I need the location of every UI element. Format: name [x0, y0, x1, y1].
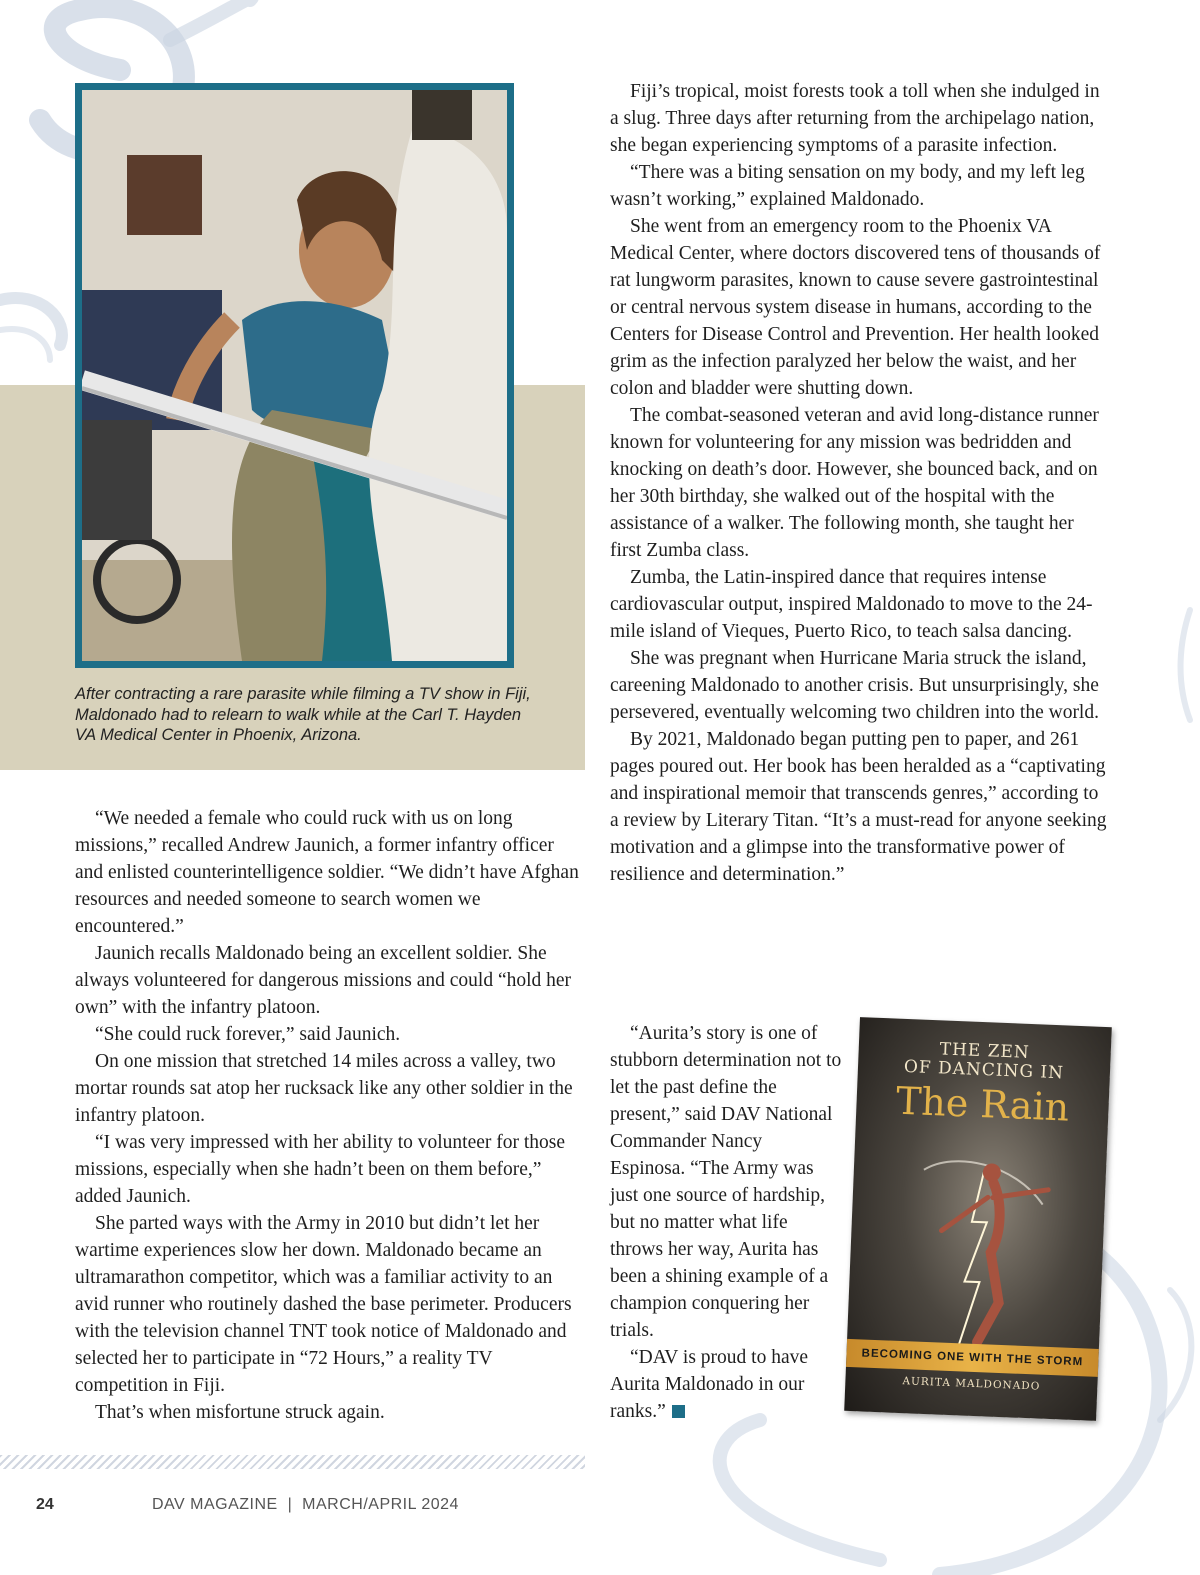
photo-caption: After contracting a rare parasite while filming a TV show in Fiji, Maldonado had to relearn to walk while at the Carl T. Hayden VA Medical Center in Phoenix, Arizona. — [75, 685, 531, 744]
book-title-line2: OF DANCING IN — [903, 1056, 1065, 1084]
article-column-right — [610, 78, 1110, 888]
photo-frame — [75, 83, 514, 668]
paragraph: By 2021, Maldonado began putting pen to paper, and 261 pages poured out. Her book has been heralded as a “captivating and inspirational memoir that transcends genres,” according to a review by Literary Titan. “It’s a must-read for anyone seeking motivation and a glimpse into the transformative power of resilience and determination.” — [610, 729, 1107, 885]
end-mark-icon — [672, 1405, 685, 1418]
page-footer — [0, 1496, 1200, 1526]
paragraph: Jaunich recalls Maldonado being an excellent soldier. She always volunteered for dangerous missions and could “hold her own” with the infantry platoon. — [75, 943, 572, 1018]
book-author: AURITA MALDONADO — [902, 1375, 1041, 1393]
paragraph-final — [610, 1344, 842, 1425]
decorative-hatch-divider — [0, 1455, 585, 1469]
paragraph: “We needed a female who could ruck with us on long missions,” recalled Andrew Jaunich, a former infantry officer and enlisted counterintelligence soldier. “We didn’t have Afghan resources and needed someone to search women we encountered.” — [75, 808, 579, 937]
book-title-main: The Rain — [895, 1078, 1071, 1130]
paragraph: “Aurita’s story is one of stubborn determination not to let the past define the present,” said DAV National Commander Nancy Espinosa. “The Army was just one source of hardship, but no matter what life throws her way, Aurita has been a shining example of a champion conquering her trials. — [610, 1023, 842, 1341]
paragraph: She was pregnant when Hurricane Maria struck the island, careening Maldonado to another crisis. But unsurprisingly, she persevered, eventually welcoming two children into the world. — [610, 648, 1099, 723]
paragraph: The combat-seasoned veteran and avid long-distance runner known for volunteering for any mission was bedridden and knocking on death’s door. However, she bounced back, and on her 30th birthday, she walked out of the hospital with the assistance of a walker. The following month, she taught her first Zumba class. — [610, 405, 1099, 561]
paragraph: “She could ruck forever,” said Jaunich. — [95, 1024, 401, 1045]
paragraph: That’s when misfortune struck again. — [95, 1402, 385, 1423]
rehabilitation-photo — [82, 90, 507, 661]
paragraph: “There was a biting sensation on my body, and my left leg wasn’t working,” explained Maldonado. — [610, 162, 1085, 210]
photo-illustration — [82, 90, 507, 661]
book-title-line1: THE ZEN — [939, 1039, 1031, 1063]
paragraph: Fiji’s tropical, moist forests took a toll when she indulged in a slug. Three days after returning from the archipelago nation, she began experiencing symptoms of a parasite infection. — [610, 81, 1100, 156]
final-quote: “DAV is proud to have Aurita Maldonado in our ranks.” — [610, 1347, 809, 1422]
page-number: 24 — [36, 1496, 54, 1513]
article-column-left — [75, 805, 583, 1426]
paragraph: She parted ways with the Army in 2010 but didn’t let her wartime experiences slow her down. Maldonado became an ultramarathon competitor, which was a familiar activity to an avid runner who routinely dashed the base perimeter. Producers with the television channel TNT took notice of Maldonado and selected her to participate in “72 Hours,” a reality TV competition in Fiji. — [75, 1213, 572, 1396]
paragraph: On one mission that stretched 14 miles across a valley, two mortar rounds sat atop her rucksack like any other soldier in the infantry platoon. — [75, 1051, 573, 1126]
book-subtitle: BECOMING ONE WITH THE STORM — [846, 1339, 1099, 1377]
paragraph: “I was very impressed with her ability to volunteer for those missions, especially when she hadn’t been on them before,” added Jaunich. — [75, 1132, 566, 1207]
paragraph: Zumba, the Latin-inspired dance that requires intense cardiovascular output, inspired Maldonado to move to the 24-mile island of Vieques, Puerto Rico, to teach salsa dancing. — [610, 567, 1093, 642]
book-cover — [844, 1017, 1112, 1421]
article-column-right-narrow — [610, 1020, 842, 1425]
paragraph: She went from an emergency room to the Phoenix VA Medical Center, where doctors discovered tens of thousands of rat lungworm parasites, known to cause severe gastrointestinal or central nervous system disease in humans, according to the Centers for Disease Control and Prevention. Her health looked grim as the infection paralyzed her below the waist, and her colon and bladder were shutting down. — [610, 216, 1101, 399]
publication-info: DAV MAGAZINE | MARCH/APRIL 2024 — [152, 1496, 459, 1513]
